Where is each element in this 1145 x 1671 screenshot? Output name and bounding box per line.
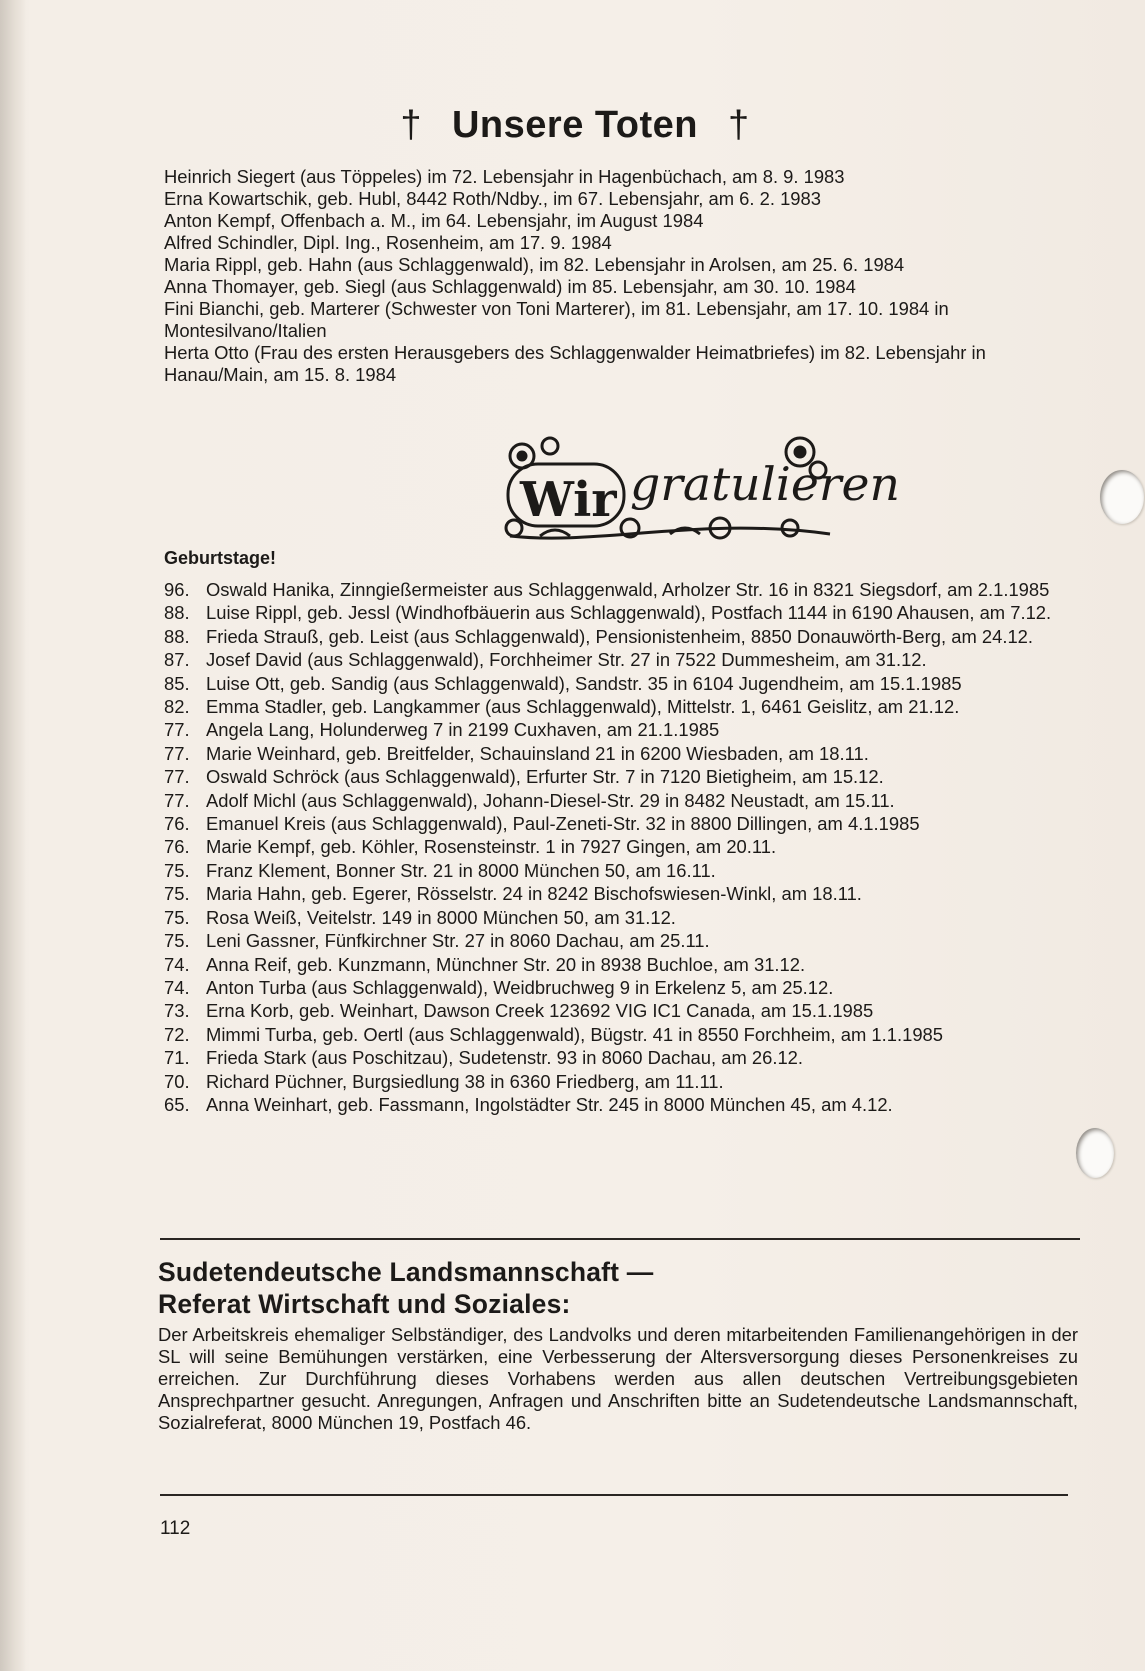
birthday-age: 88. (164, 625, 190, 647)
birthday-text: Anna Weinhart, geb. Fassmann, Ingolstädter Str. 245 in 8000 München 45, am 4.12. (206, 1093, 893, 1115)
birthday-age: 77. (164, 766, 190, 788)
birthday-age: 77. (164, 742, 190, 764)
punch-hole-top (1100, 470, 1144, 524)
birthday-text: Luise Rippl, geb. Jessl (Windhofbäuerin aus Schlaggenwald), Postfach 1144 in 6190 Ahausen, am 7.12. (206, 602, 1052, 624)
birthday-entry (164, 648, 1094, 671)
birthday-text: Leni Gassner, Fünfkirchner Str. 27 in 8060 Dachau, am 25.11. (206, 930, 710, 952)
birthday-age: 77. (164, 789, 190, 811)
birthday-age: 75. (164, 883, 190, 905)
birthday-text: Anna Reif, geb. Kunzmann, Münchner Str. 20 in 8938 Buchloe, am 31.12. (206, 953, 806, 975)
obituary-title-text: Unsere Toten (451, 104, 698, 146)
birthday-age: 73. (164, 1000, 190, 1022)
punch-hole-bottom (1076, 1128, 1114, 1178)
birthday-age: 75. (164, 906, 190, 928)
birthday-age: 75. (164, 930, 190, 952)
obituary-entry: Fini Bianchi, geb. Marterer (Schwester von Toni Marterer), im 81. Lebensjahr, am 17. 10. 1984 in Montesilvano/Italien (164, 298, 949, 341)
birthday-entry (164, 789, 1094, 812)
birthday-text: Josef David (aus Schlaggenwald), Forchheimer Str. 27 in 7522 Dummesheim, am 31.12. (206, 649, 927, 671)
birthday-age: 75. (164, 859, 190, 881)
birthday-entry (164, 835, 1094, 858)
birthday-entry (164, 1023, 1094, 1046)
banner-word-wir: Wir (520, 472, 617, 528)
birthday-age: 88. (164, 602, 190, 624)
birthday-entry (164, 929, 1094, 952)
birthday-age: 76. (164, 813, 190, 835)
birthday-text: Frieda Stark (aus Poschitzau), Sudetenstr. 93 in 8060 Dachau, am 26.12. (206, 1047, 804, 1069)
section-title (158, 1256, 653, 1320)
birthday-entry (164, 765, 1094, 788)
obituary-entry: Heinrich Siegert (aus Töppeles) im 72. Lebensjahr in Hagenbüchach, am 8. 9. 1983 (164, 166, 845, 187)
birthday-text: Marie Weinhard, geb. Breitfelder, Schauinsland 21 in 6200 Wiesbaden, am 18.11. (206, 742, 869, 764)
birthday-entry (164, 953, 1094, 976)
obituary-entry: Anna Thomayer, geb. Siegl (aus Schlaggenwald) im 85. Lebensjahr, am 30. 10. 1984 (164, 276, 856, 297)
birthday-text: Luise Ott, geb. Sandig (aus Schlaggenwald), Sandstr. 35 in 6104 Jugendheim, am 15.1.1985 (206, 672, 962, 694)
birthday-text: Angela Lang, Holunderweg 7 in 2199 Cuxhaven, am 21.1.1985 (206, 719, 720, 741)
obituary-entry: Maria Rippl, geb. Hahn (aus Schlaggenwald), im 82. Lebensjahr in Arolsen, am 25. 6. 1984 (164, 254, 905, 275)
birthday-age: 74. (164, 953, 190, 975)
birthday-entry (164, 882, 1094, 905)
obituary-title (160, 104, 990, 147)
birthday-age: 76. (164, 836, 190, 858)
divider (160, 1494, 1068, 1496)
birthday-text: Emanuel Kreis (aus Schlaggenwald), Paul-Zeneti-Str. 32 in 8800 Dillingen, am 4.1.1985 (206, 813, 920, 835)
birthday-text: Rosa Weiß, Veitelstr. 149 in 8000 München 50, am 31.12. (206, 906, 676, 928)
birthday-text: Frieda Strauß, geb. Leist (aus Schlaggenwald), Pensionistenheim, 8850 Donauwörth-Berg, am 24.12. (206, 625, 1034, 647)
birthday-entry (164, 742, 1094, 765)
birthday-age: 85. (164, 672, 190, 694)
birthday-age: 72. (164, 1023, 190, 1045)
birthday-entry (164, 1070, 1094, 1093)
birthday-age: 71. (164, 1047, 190, 1069)
birthday-text: Oswald Hanika, Zinngießermeister aus Schlaggenwald, Arholzer Str. 16 in 8321 Siegsdorf, am 2.1.1985 (206, 579, 1050, 600)
birthday-text: Adolf Michl (aus Schlaggenwald), Johann-Diesel-Str. 29 in 8482 Neustadt, am 15.11. (206, 789, 895, 811)
birthday-age: 77. (164, 719, 190, 741)
birthday-text: Emma Stadler, geb. Langkammer (aus Schlaggenwald), Mittelstr. 1, 6461 Geislitz, am 21.12. (206, 696, 960, 718)
birthday-entry (164, 601, 1094, 624)
birthdays-heading: Geburtstage! (164, 548, 277, 568)
birthday-age: 70. (164, 1070, 190, 1092)
birthday-text: Franz Klement, Bonner Str. 21 in 8000 München 50, am 16.11. (206, 859, 716, 881)
birthday-entry (164, 812, 1094, 835)
banner-word-gratulieren: gratulieren (630, 457, 900, 511)
divider (160, 1238, 1080, 1240)
birthday-entry (164, 906, 1094, 929)
birthday-entry (164, 1093, 1094, 1116)
cross-icon: † (400, 104, 422, 146)
obituary-entry: Herta Otto (Frau des ersten Herausgebers des Schlaggenwalder Heimatbriefes) im 82. Lebensjahr in Hanau/Main, am 15. 8. 1984 (164, 342, 986, 385)
birthday-age: 87. (164, 649, 190, 671)
birthday-entry (164, 976, 1094, 999)
birthday-entry (164, 625, 1094, 648)
birthday-entry (164, 859, 1094, 882)
page-edge-shadow (0, 0, 26, 1671)
obituary-entry: Alfred Schindler, Dipl. Ing., Rosenheim, am 17. 9. 1984 (164, 232, 612, 253)
birthday-text: Erna Korb, geb. Weinhart, Dawson Creek 123692 VIG IC1 Canada, am 15.1.1985 (206, 1000, 874, 1022)
cross-icon: † (728, 104, 750, 146)
obituary-list (164, 166, 1094, 386)
birthday-text: Marie Kempf, geb. Köhler, Rosensteinstr. 1 in 7927 Gingen, am 20.11. (206, 836, 777, 858)
birthday-entry (164, 672, 1094, 695)
obituary-entry: Erna Kowartschik, geb. Hubl, 8442 Roth/Ndby., im 67. Lebensjahr, am 6. 2. 1983 (164, 188, 821, 209)
birthday-text: Richard Püchner, Burgsiedlung 38 in 6360 Friedberg, am 11.11. (206, 1070, 724, 1092)
obituary-entry: Anton Kempf, Offenbach a. M., im 64. Lebensjahr, im August 1984 (164, 210, 704, 231)
birthday-entry (164, 718, 1094, 741)
section-title-line: Referat Wirtschaft und Soziales: (158, 1289, 571, 1319)
birthday-entry (164, 999, 1094, 1022)
section-body: Der Arbeitskreis ehemaliger Selbständiger, des Landvolks und deren mitarbeitenden Familienangehörigen in der SL will seine Bemühungen verstärken, eine Verbesserung der Altersversorgung dieses Personenkreises zu erreichen. Zur Durchführung dieses Vorhabens werden aus allen deutschen Vertreibungsgebieten Ansprechpartner gesucht. Anregungen, Anfragen und Anschriften bitte an Sudetendeutsche Landsmannschaft, Sozialreferat, 8000 München 19, Postfach 46. (158, 1324, 1078, 1433)
birthday-text: Mimmi Turba, geb. Oertl (aus Schlaggenwald), Bügstr. 41 in 8550 Forchheim, am 1.1.1985 (206, 1023, 944, 1045)
birthday-text: Maria Hahn, geb. Egerer, Rösselstr. 24 in 8242 Bischofswiesen-Winkl, am 18.11. (206, 883, 862, 905)
birthday-age: 65. (164, 1093, 190, 1115)
birthday-text: Oswald Schröck (aus Schlaggenwald), Erfurter Str. 7 in 7120 Bietigheim, am 15.12. (206, 766, 884, 788)
birthday-age: 96. (164, 579, 190, 600)
birthday-age: 74. (164, 976, 190, 998)
birthday-entry (164, 578, 1094, 601)
birthday-text: Anton Turba (aus Schlaggenwald), Weidbruchweg 9 in Erkelenz 5, am 25.12. (206, 976, 834, 998)
wir-gratulieren-banner (500, 436, 916, 548)
birthday-entry (164, 1046, 1094, 1069)
section-title-line: Sudetendeutsche Landsmannschaft — (158, 1257, 654, 1287)
page-number: 112 (160, 1518, 191, 1539)
birthday-entry (164, 695, 1094, 718)
birthday-list (164, 578, 1094, 1116)
birthday-age: 82. (164, 696, 190, 718)
